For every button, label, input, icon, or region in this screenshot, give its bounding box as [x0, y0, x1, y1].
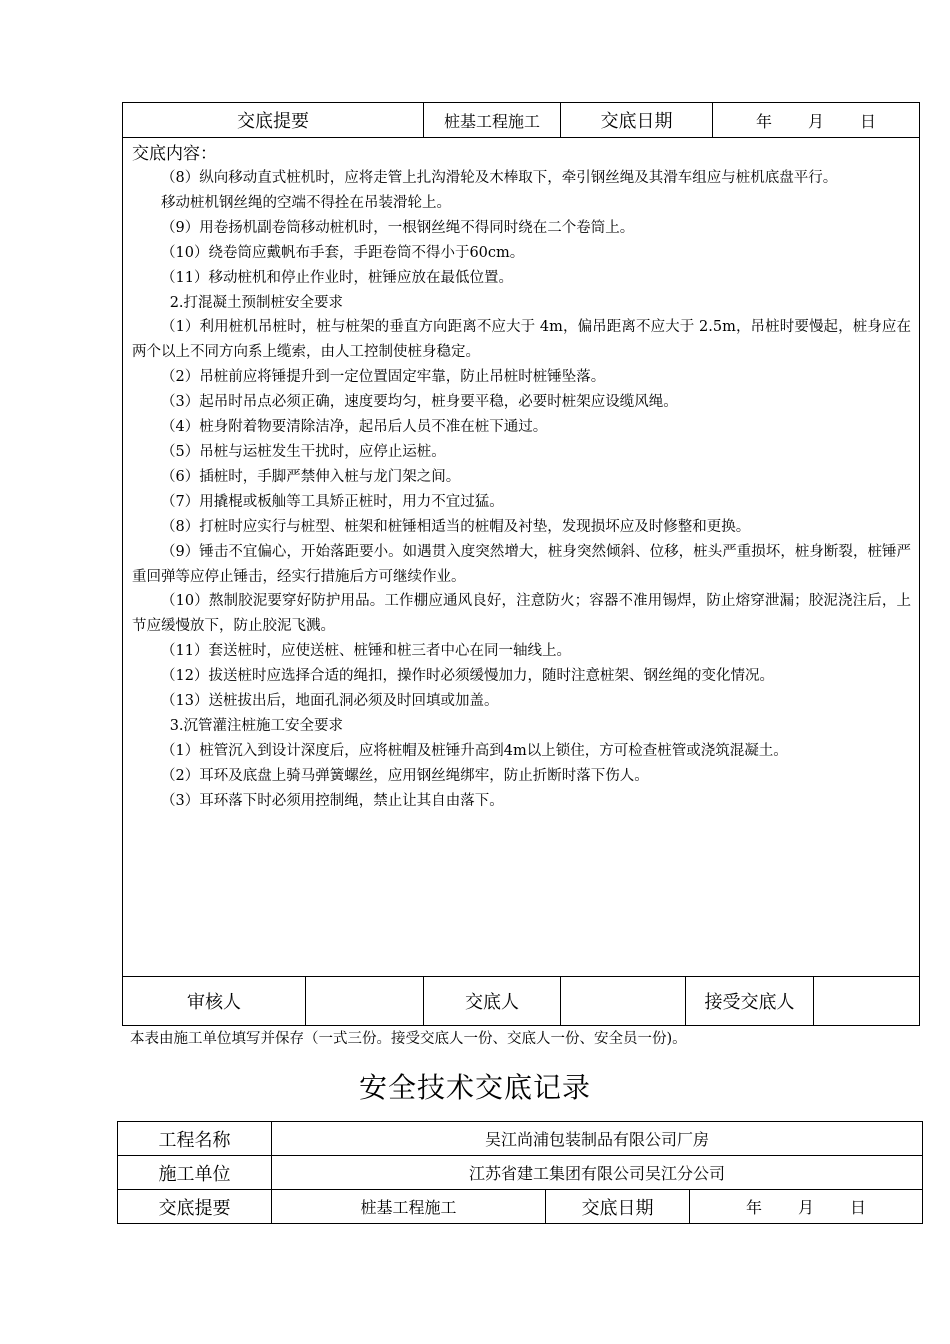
- content-paragraph: （1）利用桩机吊桩时，桩与桩架的垂直方向距离不应大于 4m，偏吊距离不应大于 2.5m，吊桩时要慢起，桩身应在两个以上不同方向系上缆索，由人工控制使桩身稳定。: [132, 319, 912, 361]
- content-cell: [123, 138, 920, 977]
- content-title: 交底内容：: [132, 144, 217, 164]
- receiver-value: [814, 977, 920, 1026]
- content-paragraph: （2）吊桩前应将锤提升到一定位置固定牢靠，防止吊桩时桩锤坠落。: [161, 369, 606, 386]
- summary-value: 桩基工程施工: [424, 103, 561, 138]
- summary-value-2: 桩基工程施工: [272, 1190, 546, 1224]
- content-paragraph: （8）纵向移动直式桩机时，应将走管上扎沟滑轮及木棒取下，牵引钢丝绳及其滑车组应与桩机底盘平行。: [161, 170, 838, 186]
- content-paragraph: （11）套送桩时，应使送桩、桩锤和桩三者中心在同一轴线上。: [161, 643, 571, 660]
- content-paragraph: （3）耳环落下时必须用控制绳，禁止让其自由落下。: [161, 792, 504, 809]
- content-paragraph: （3）起吊时吊点必须正确，速度要均匀，桩身要平稳，必要时桩架应设缆风绳。: [161, 394, 678, 411]
- date-day-2: 日: [850, 1198, 867, 1217]
- project-value: 吴江尚浦包装制品有限公司厂房: [272, 1122, 923, 1156]
- date-month-2: 月: [798, 1198, 815, 1217]
- date-day: 日: [860, 111, 877, 131]
- content-paragraph: （4）桩身附着物要清除洁净，起吊后人员不准在桩下通过。: [161, 419, 548, 436]
- content-paragraph: （2）耳环及底盘上骑马弹簧螺丝，应用钢丝绳绑牢，防止折断时落下伤人。: [161, 767, 649, 784]
- reviewer-value: [306, 977, 424, 1026]
- document-title: 安全技术交底记录: [358, 1071, 591, 1104]
- content-paragraph: （10）熬制胶泥要穿好防护用品。工作棚应通风良好，注意防火；容器不准用锡焊，防止熔穿泄漏；胶泥浇注后，上节应缓慢放下，防止胶泥飞溅。: [132, 593, 912, 635]
- content-paragraph: （1）桩管沉入到设计深度后，应将桩帽及桩锤升高到4m以上锁住，方可检查桩管或浇筑混凝土。: [161, 742, 788, 759]
- discloser-label: 交底人: [424, 977, 561, 1026]
- content-paragraph: （9）用卷扬机副卷筒移动桩机时，一根钢丝绳不得同时绕在二个卷筒上。: [161, 219, 635, 236]
- unit-value: 江苏省建工集团有限公司吴江分公司: [272, 1156, 923, 1190]
- content-paragraph: （12）拔送桩时应选择合适的绳扣，操作时必须缓慢加力，随时注意桩架、钢丝绳的变化情况。: [161, 668, 774, 685]
- date-month: 月: [808, 111, 825, 131]
- content-paragraph: （6）插桩时，手脚严禁伸入桩与龙门架之间。: [161, 468, 461, 485]
- record-table: [117, 1121, 923, 1224]
- summary-label: 交底提要: [123, 103, 424, 138]
- section-heading: 3.沉管灌注桩施工安全要求: [169, 717, 344, 734]
- content-paragraph: （5）吊桩与运桩发生干扰时，应停止运桩。: [161, 443, 446, 460]
- unit-label: 施工单位: [118, 1156, 272, 1190]
- date-year-2: 年: [745, 1198, 762, 1217]
- reviewer-label: 审核人: [123, 977, 306, 1026]
- content-paragraph: 移动桩机钢丝绳的空端不得拴在吊装滑轮上。: [161, 194, 451, 211]
- section-heading: 2.打混凝土预制桩安全要求: [169, 294, 344, 311]
- content-body: [123, 138, 919, 814]
- storage-note: 本表由施工单位填写并保存（一式三份。接受交底人一份、交底人一份、安全员一份)。: [130, 1031, 687, 1047]
- summary-label-2: 交底提要: [118, 1190, 272, 1224]
- content-paragraph: （11）移动桩机和停止作业时，桩锤应放在最低位置。: [161, 269, 513, 286]
- date-label: 交底日期: [561, 103, 713, 138]
- disclosure-table: [122, 102, 920, 1026]
- discloser-value: [561, 977, 686, 1026]
- content-paragraph: （10）绕卷筒应戴帆布手套，手距卷筒不得小于60cm。: [161, 244, 525, 261]
- date-value-2: [690, 1190, 923, 1224]
- project-label: 工程名称: [118, 1122, 272, 1156]
- content-paragraph: （8）打桩时应实行与桩型、桩架和桩锤相适当的桩帽及衬垫，发现损坏应及时修整和更换。: [161, 518, 751, 535]
- date-label-2: 交底日期: [546, 1190, 690, 1224]
- receiver-label: 接受交底人: [686, 977, 814, 1026]
- content-paragraph: （9）锤击不宜偏心，开始落距要小。如遇贯入度突然增大，桩身突然倾斜、位移，桩头严重损坏，桩身断裂，桩锤严重回弹等应停止锤击，经实行措施后方可继续作业。: [132, 543, 912, 585]
- content-paragraph: （13）送桩拔出后，地面孔洞必须及时回填或加盖。: [161, 693, 499, 710]
- date-year: 年: [756, 111, 773, 131]
- content-paragraph: （7）用撬棍或板舢等工具矫正桩时，用力不宜过猛。: [161, 493, 504, 510]
- date-value: [713, 103, 920, 138]
